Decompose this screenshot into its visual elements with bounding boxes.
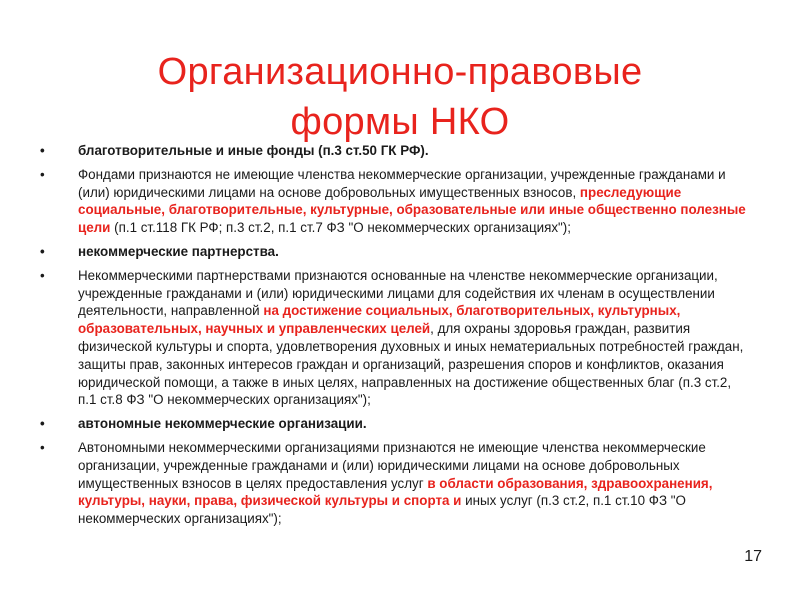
item-text: некоммерческие партнерства. xyxy=(78,243,279,259)
bullet-icon: • xyxy=(40,166,45,182)
item-text-tail: , для охраны здоровья граждан, развития физической культуры и спорта, удовлетворения духовных и иных нематериальных потребностей граждан, защиты прав, законных интересов граждан и организаций, разрешения споров и конфликтов, оказания юридической помощи, а также в иных целях, направленных на достижение общественных благ (п.3 ст.2, п.1 ст.8 ФЗ "О некоммерческих организациях"); xyxy=(78,321,744,408)
item-text: автономные некоммерческие организации. xyxy=(78,416,367,432)
list-item-heading-autonomous xyxy=(40,415,752,433)
item-text: Автономными некоммерческими организациями признаются не имеющие членства некоммерческие организации, учрежденные гражданами и (или) юридическими лицами на основе добровольных имущественных взносов в целях предоставления услуг xyxy=(78,439,706,491)
list-item-heading-partnerships xyxy=(40,243,752,261)
list-item-funds-definition xyxy=(40,166,752,237)
bullet-icon: • xyxy=(40,439,45,455)
highlighted-text: преследующие социальные, благотворительные, культурные, образовательные или иные общественно полезные цели xyxy=(78,184,746,236)
item-text-tail: иных услуг (п.3 ст.2, п.1 ст.10 ФЗ "О некоммерческих организациях"); xyxy=(78,493,686,527)
content-list xyxy=(40,142,752,534)
item-text: Фондами признаются не имеющие членства некоммерческие организации, учрежденные гражданами и (или) юридическими лицами на основе добровольных имущественных взносов, xyxy=(78,166,726,200)
page-number: 17 xyxy=(744,548,762,565)
bullet-icon: • xyxy=(40,267,45,283)
highlighted-text: на достижение социальных, благотворительных, культурных, образовательных, научных и управленческих целей xyxy=(78,303,681,337)
bullet-icon: • xyxy=(40,416,45,432)
bullet-icon: • xyxy=(40,243,45,259)
slide-title-line-2: формы НКО xyxy=(290,101,510,144)
item-text: благотворительные и иные фонды (п.3 ст.50 ГК РФ). xyxy=(78,143,429,158)
list-item-heading-funds xyxy=(40,142,752,160)
list-item-partnerships-definition xyxy=(40,267,752,409)
slide-title xyxy=(0,47,800,147)
slide-title-line-1: Организационно-правовые xyxy=(157,51,643,94)
item-text-tail: (п.1 ст.118 ГК РФ; п.3 ст.2, п.1 ст.7 ФЗ "О некоммерческих организациях"); xyxy=(110,220,571,236)
item-text: Некоммерческими партнерствами признаются основанные на членстве некоммерческие организации, учрежденные гражданами и (или) юридическими лицами для содействия их членам в осуществлении деятельности, направленной xyxy=(78,267,718,319)
highlighted-text: в области образования, здравоохранения, культуры, науки, права, физической культуры и спорта и xyxy=(78,475,713,509)
list-item-autonomous-definition xyxy=(40,439,752,528)
bullet-icon: • xyxy=(40,143,45,158)
